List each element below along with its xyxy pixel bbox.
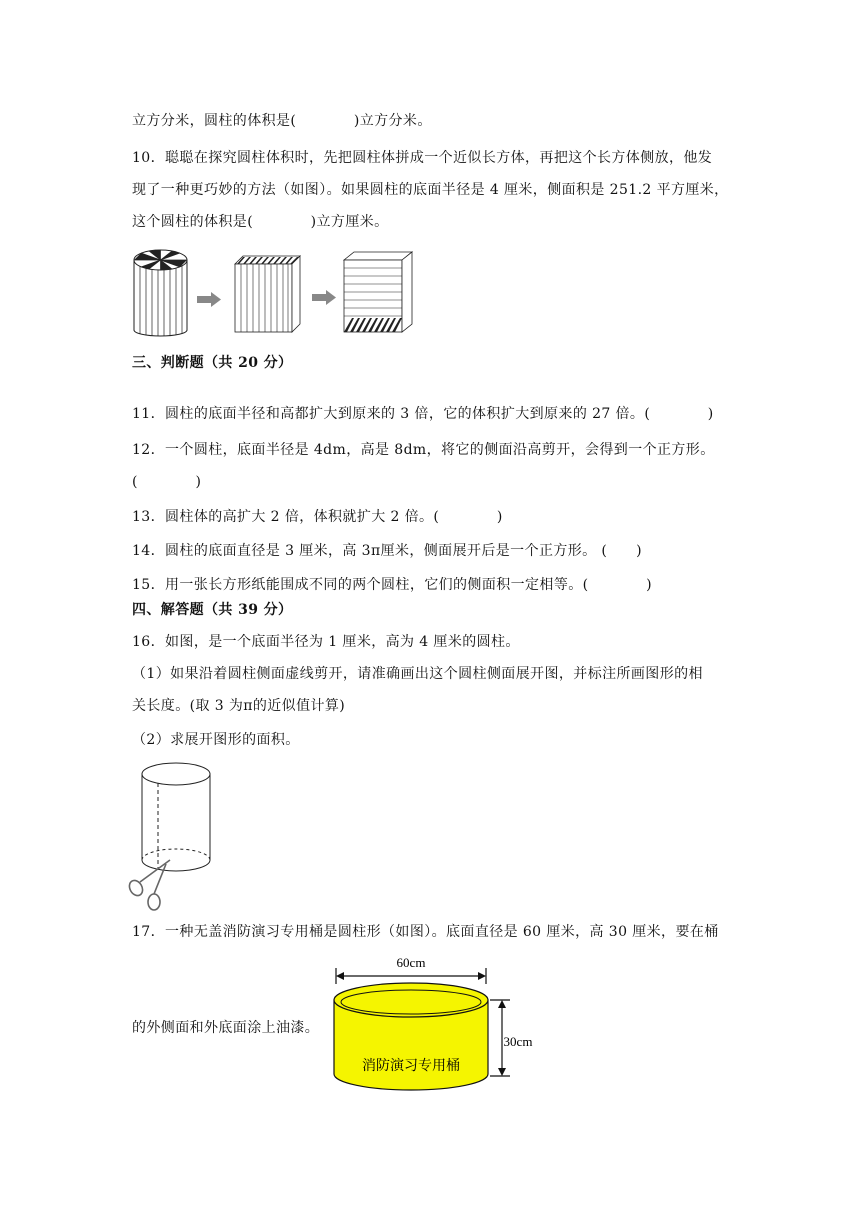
q14-line: 14．圆柱的底面直径是 3 厘米，高 3π厘米，侧面展开后是一个正方形。 ( ) <box>132 543 642 559</box>
q16-line: 16．如图，是一个底面半径为 1 厘米，高为 4 厘米的圆柱。 <box>132 634 520 650</box>
q10-line-3: 这个圆柱的体积是( )立方厘米。 <box>132 214 389 230</box>
q11-line: 11．圆柱的底面半径和高都扩大到原来的 3 倍，它的体积扩大到原来的 27 倍。( ) <box>132 406 714 422</box>
q16-part1-line-1: （1）如果沿着圆柱侧面虚线剪开，请准确画出这个圆柱侧面展开图，并标注所画图形的相 <box>132 666 703 682</box>
height-label: 30cm <box>503 1034 533 1049</box>
scissors-icon <box>127 860 170 910</box>
sliced-cylinder <box>134 250 187 336</box>
q10-line-2: 现了一种更巧妙的方法（如图）。如果圆柱的底面半径是 4 厘米，侧面积是 251.2 平方厘米， <box>132 182 729 198</box>
width-label: 60cm <box>396 955 426 970</box>
q17-line-2: 的外侧面和外底面涂上油漆。 <box>132 1020 320 1036</box>
q9-tail-line: 立方分米，圆柱的体积是( )立方分米。 <box>132 113 432 129</box>
cylinder-cut-figure <box>126 756 246 914</box>
q12-line-2: ( ) <box>132 474 202 490</box>
q12-line-1: 12．一个圆柱，底面半径是 4dm，高是 8dm，将它的侧面沿高剪开，会得到一个正方形。 <box>132 442 715 458</box>
fire-bucket-figure <box>324 950 544 1094</box>
cuboid-on-side <box>344 252 412 332</box>
section-4-heading: 四、解答题（共 39 分） <box>132 602 293 618</box>
arrow-right-icon <box>197 292 221 307</box>
q13-line: 13．圆柱体的高扩大 2 倍，体积就扩大 2 倍。( ) <box>132 509 503 525</box>
bucket-body-label: 消防演习专用桶 <box>362 1058 460 1074</box>
width-dimension <box>336 968 486 984</box>
arrow-right-icon <box>312 290 336 305</box>
q17-line-1: 17．一种无盖消防演习专用桶是圆柱形（如图）。底面直径是 60 厘米，高 30 厘米，要在桶 <box>132 924 719 940</box>
cylinder-to-cuboid-figure <box>132 248 422 338</box>
q10-line-1: 10．聪聪在探究圆柱体积时，先把圆柱体拼成一个近似长方体，再把这个长方体侧放，他发 <box>132 150 713 166</box>
section-3-heading: 三、判断题（共 20 分） <box>132 355 293 371</box>
q16-part2-line: （2）求展开图形的面积。 <box>132 732 300 748</box>
cuboid-upright <box>235 256 300 332</box>
q16-part1-line-2: 关长度。(取 3 为π的近似值计算) <box>132 698 346 714</box>
q15-line: 15．用一张长方形纸能围成不同的两个圆柱，它们的侧面积一定相等。( ) <box>132 577 652 593</box>
